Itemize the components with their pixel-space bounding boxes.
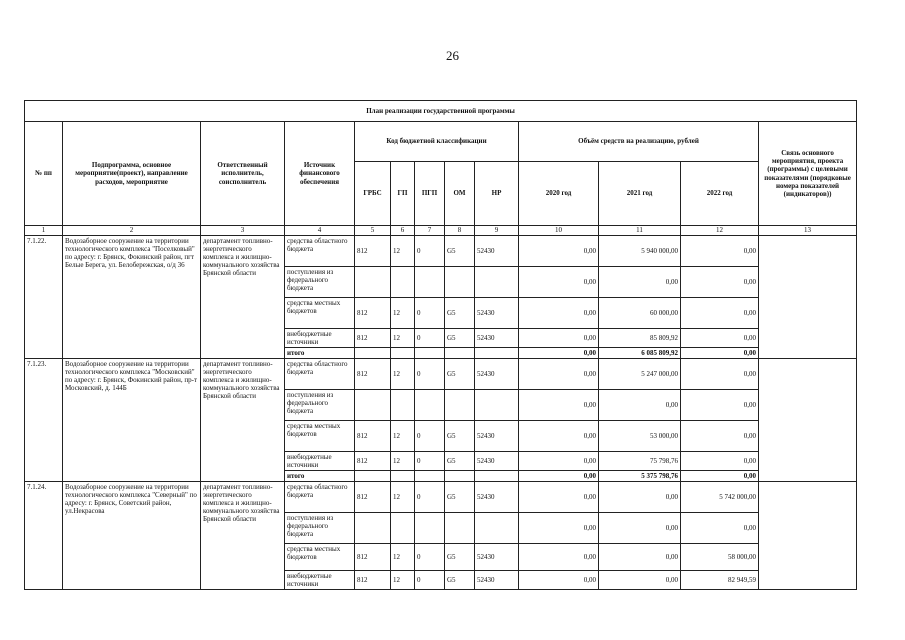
cell-2021: 5 940 000,00: [599, 236, 681, 267]
header-num: № пп: [25, 122, 63, 226]
table-row: [25, 359, 857, 390]
entry-responsible: департамент топливно-энергетического комплекса и жилищно-коммунального хозяйства Брянской области: [201, 359, 285, 482]
cell-link: [759, 359, 857, 482]
cell-2021: 0,00: [599, 513, 681, 544]
cell-link: [759, 236, 857, 359]
cell-om: [445, 348, 475, 359]
cell-2021: 0,00: [599, 544, 681, 571]
cell-pgp: [415, 513, 445, 544]
cell-nr: 52430: [475, 482, 519, 513]
cell-pgp: [415, 267, 445, 298]
cell-2021: 6 085 809,92: [599, 348, 681, 359]
header-volume: Объём средств на реализацию, рублей: [519, 122, 759, 162]
cell-nr: 52430: [475, 359, 519, 390]
cell-link: [759, 482, 857, 590]
cell-2020: 0,00: [519, 471, 599, 482]
cell-pgp: 0: [415, 571, 445, 590]
cell-grbs: [355, 267, 391, 298]
cell-2020: 0,00: [519, 513, 599, 544]
column-index-row: [25, 226, 857, 236]
cell-2021: 5 375 798,76: [599, 471, 681, 482]
cell-2020: 0,00: [519, 544, 599, 571]
cell-2020: 0,00: [519, 267, 599, 298]
cell-pgp: 0: [415, 298, 445, 329]
header-pgp: ПГП: [415, 162, 445, 226]
cell-grbs: 812: [355, 359, 391, 390]
col-index: 5: [355, 226, 391, 236]
header-gp: ГП: [391, 162, 415, 226]
cell-2021: 0,00: [599, 482, 681, 513]
cell-grbs: 812: [355, 482, 391, 513]
col-index: 4: [285, 226, 355, 236]
cell-om: G5: [445, 359, 475, 390]
header-2022: 2022 год: [681, 162, 759, 226]
cell-2021: 53 000,00: [599, 421, 681, 452]
cell-om: [445, 513, 475, 544]
cell-gp: 12: [391, 544, 415, 571]
cell-gp: 12: [391, 329, 415, 348]
cell-om: G5: [445, 452, 475, 471]
cell-pgp: 0: [415, 452, 445, 471]
cell-om: G5: [445, 421, 475, 452]
cell-2020: 0,00: [519, 298, 599, 329]
cell-om: G5: [445, 544, 475, 571]
cell-gp: 12: [391, 571, 415, 590]
cell-2020: 0,00: [519, 421, 599, 452]
source-label: внебюджетные источники: [285, 452, 355, 471]
cell-2022: 0,00: [681, 329, 759, 348]
cell-2020: 0,00: [519, 329, 599, 348]
cell-gp: [391, 348, 415, 359]
cell-nr: [475, 471, 519, 482]
source-label: средства местных бюджетов: [285, 421, 355, 452]
source-label: итого: [285, 471, 355, 482]
cell-om: G5: [445, 298, 475, 329]
header-source: Источник финансового обеспечения: [285, 122, 355, 226]
program-plan-table: [24, 100, 857, 590]
table-title: План реализации государственной программы: [25, 101, 857, 122]
cell-gp: 12: [391, 482, 415, 513]
cell-om: G5: [445, 236, 475, 267]
col-index: 8: [445, 226, 475, 236]
cell-pgp: 0: [415, 236, 445, 267]
col-index: 9: [475, 226, 519, 236]
col-index: 11: [599, 226, 681, 236]
col-index: 7: [415, 226, 445, 236]
cell-2020: 0,00: [519, 359, 599, 390]
cell-2022: 0,00: [681, 298, 759, 329]
cell-om: [445, 267, 475, 298]
cell-2021: 75 798,76: [599, 452, 681, 471]
cell-om: G5: [445, 571, 475, 590]
page-number: 26: [446, 48, 459, 63]
header-responsible: Ответственный исполнитель, соисполнитель: [201, 122, 285, 226]
cell-gp: 12: [391, 236, 415, 267]
cell-nr: 52430: [475, 236, 519, 267]
cell-nr: [475, 267, 519, 298]
cell-om: [445, 471, 475, 482]
cell-2021: 0,00: [599, 390, 681, 421]
cell-2020: 0,00: [519, 482, 599, 513]
cell-2021: 5 247 000,00: [599, 359, 681, 390]
cell-2021: 0,00: [599, 571, 681, 590]
cell-2022: 0,00: [681, 359, 759, 390]
source-label: средства местных бюджетов: [285, 544, 355, 571]
cell-gp: 12: [391, 421, 415, 452]
col-index: 10: [519, 226, 599, 236]
cell-2020: 0,00: [519, 452, 599, 471]
cell-gp: [391, 513, 415, 544]
col-index: 3: [201, 226, 285, 236]
source-label: итого: [285, 348, 355, 359]
cell-grbs: 812: [355, 329, 391, 348]
cell-grbs: 812: [355, 421, 391, 452]
cell-grbs: 812: [355, 298, 391, 329]
source-label: средства местных бюджетов: [285, 298, 355, 329]
cell-om: [445, 390, 475, 421]
cell-gp: 12: [391, 359, 415, 390]
cell-nr: [475, 390, 519, 421]
entry-number: 7.1.22.: [25, 236, 63, 359]
entry-description: Водозаборное сооружение на территории технологического комплекса "Московский" по адресу: г. Брянск, Фокинский район, пр-т Московский, д. 144Б: [63, 359, 201, 482]
cell-grbs: [355, 390, 391, 421]
cell-pgp: [415, 471, 445, 482]
cell-2020: 0,00: [519, 348, 599, 359]
cell-grbs: [355, 513, 391, 544]
header-om: ОМ: [445, 162, 475, 226]
cell-nr: 52430: [475, 452, 519, 471]
source-label: поступления из федерального бюджета: [285, 267, 355, 298]
cell-2022: 0,00: [681, 452, 759, 471]
cell-nr: 52430: [475, 544, 519, 571]
cell-2021: 85 809,92: [599, 329, 681, 348]
source-label: внебюджетные источники: [285, 571, 355, 590]
cell-2020: 0,00: [519, 571, 599, 590]
source-label: внебюджетные источники: [285, 329, 355, 348]
cell-2022: 0,00: [681, 513, 759, 544]
entry-description: Водозаборное сооружение на территории технологического комплекса "Северный" по адресу: г. Брянск, Советский район, ул.Некрасова: [63, 482, 201, 590]
table-row: [25, 236, 857, 267]
cell-pgp: 0: [415, 359, 445, 390]
cell-nr: [475, 513, 519, 544]
cell-2022: 0,00: [681, 421, 759, 452]
cell-pgp: 0: [415, 329, 445, 348]
header-nr: НР: [475, 162, 519, 226]
cell-pgp: [415, 390, 445, 421]
entry-number: 7.1.23.: [25, 359, 63, 482]
cell-gp: [391, 390, 415, 421]
cell-grbs: 812: [355, 544, 391, 571]
cell-nr: 52430: [475, 298, 519, 329]
entry-description: Водозаборное сооружение на территории технологического комплекса "Поселковый" по адресу: г. Брянск, Фокинский район, пгт Белые Берега, ул. Белобережская, о/д 36: [63, 236, 201, 359]
col-index: 2: [63, 226, 201, 236]
cell-2022: 5 742 000,00: [681, 482, 759, 513]
cell-grbs: [355, 348, 391, 359]
source-label: поступления из федерального бюджета: [285, 513, 355, 544]
entry-responsible: департамент топливно-энергетического комплекса и жилищно-коммунального хозяйства Брянской области: [201, 482, 285, 590]
cell-pgp: 0: [415, 544, 445, 571]
source-label: поступления из федерального бюджета: [285, 390, 355, 421]
cell-grbs: 812: [355, 236, 391, 267]
header-grbs: ГРБС: [355, 162, 391, 226]
cell-2020: 0,00: [519, 236, 599, 267]
cell-2021: 60 000,00: [599, 298, 681, 329]
cell-gp: 12: [391, 452, 415, 471]
cell-2021: 0,00: [599, 267, 681, 298]
source-label: средства областного бюджета: [285, 236, 355, 267]
cell-nr: 52430: [475, 421, 519, 452]
source-label: средства областного бюджета: [285, 482, 355, 513]
entry-number: 7.1.24.: [25, 482, 63, 590]
cell-grbs: 812: [355, 571, 391, 590]
cell-nr: 52430: [475, 329, 519, 348]
cell-nr: 52430: [475, 571, 519, 590]
cell-2020: 0,00: [519, 390, 599, 421]
cell-grbs: [355, 471, 391, 482]
cell-gp: [391, 267, 415, 298]
cell-2022: 58 000,00: [681, 544, 759, 571]
cell-2022: 0,00: [681, 236, 759, 267]
cell-grbs: 812: [355, 452, 391, 471]
cell-pgp: [415, 348, 445, 359]
cell-2022: 82 949,59: [681, 571, 759, 590]
col-index: 12: [681, 226, 759, 236]
header-budget-code: Код бюджетной классификации: [355, 122, 519, 162]
table-row: [25, 482, 857, 513]
cell-2022: 0,00: [681, 348, 759, 359]
cell-2022: 0,00: [681, 471, 759, 482]
cell-nr: [475, 348, 519, 359]
cell-pgp: 0: [415, 482, 445, 513]
col-index: 6: [391, 226, 415, 236]
header-subprogram: Подпрограмма, основное мероприятие(проект), направление расходов, мероприятие: [63, 122, 201, 226]
col-index: 1: [25, 226, 63, 236]
cell-gp: [391, 471, 415, 482]
col-index: 13: [759, 226, 857, 236]
cell-om: G5: [445, 482, 475, 513]
entry-responsible: департамент топливно-энергетического комплекса и жилищно-коммунального хозяйства Брянской области: [201, 236, 285, 359]
source-label: средства областного бюджета: [285, 359, 355, 390]
cell-pgp: 0: [415, 421, 445, 452]
cell-2022: 0,00: [681, 267, 759, 298]
header-2020: 2020 год: [519, 162, 599, 226]
header-link: Связь основного мероприятия, проекта (программы) с целевыми показателями (порядковые номера показателей (индикаторов)): [759, 122, 857, 226]
cell-om: G5: [445, 329, 475, 348]
cell-2022: 0,00: [681, 390, 759, 421]
header-2021: 2021 год: [599, 162, 681, 226]
cell-gp: 12: [391, 298, 415, 329]
